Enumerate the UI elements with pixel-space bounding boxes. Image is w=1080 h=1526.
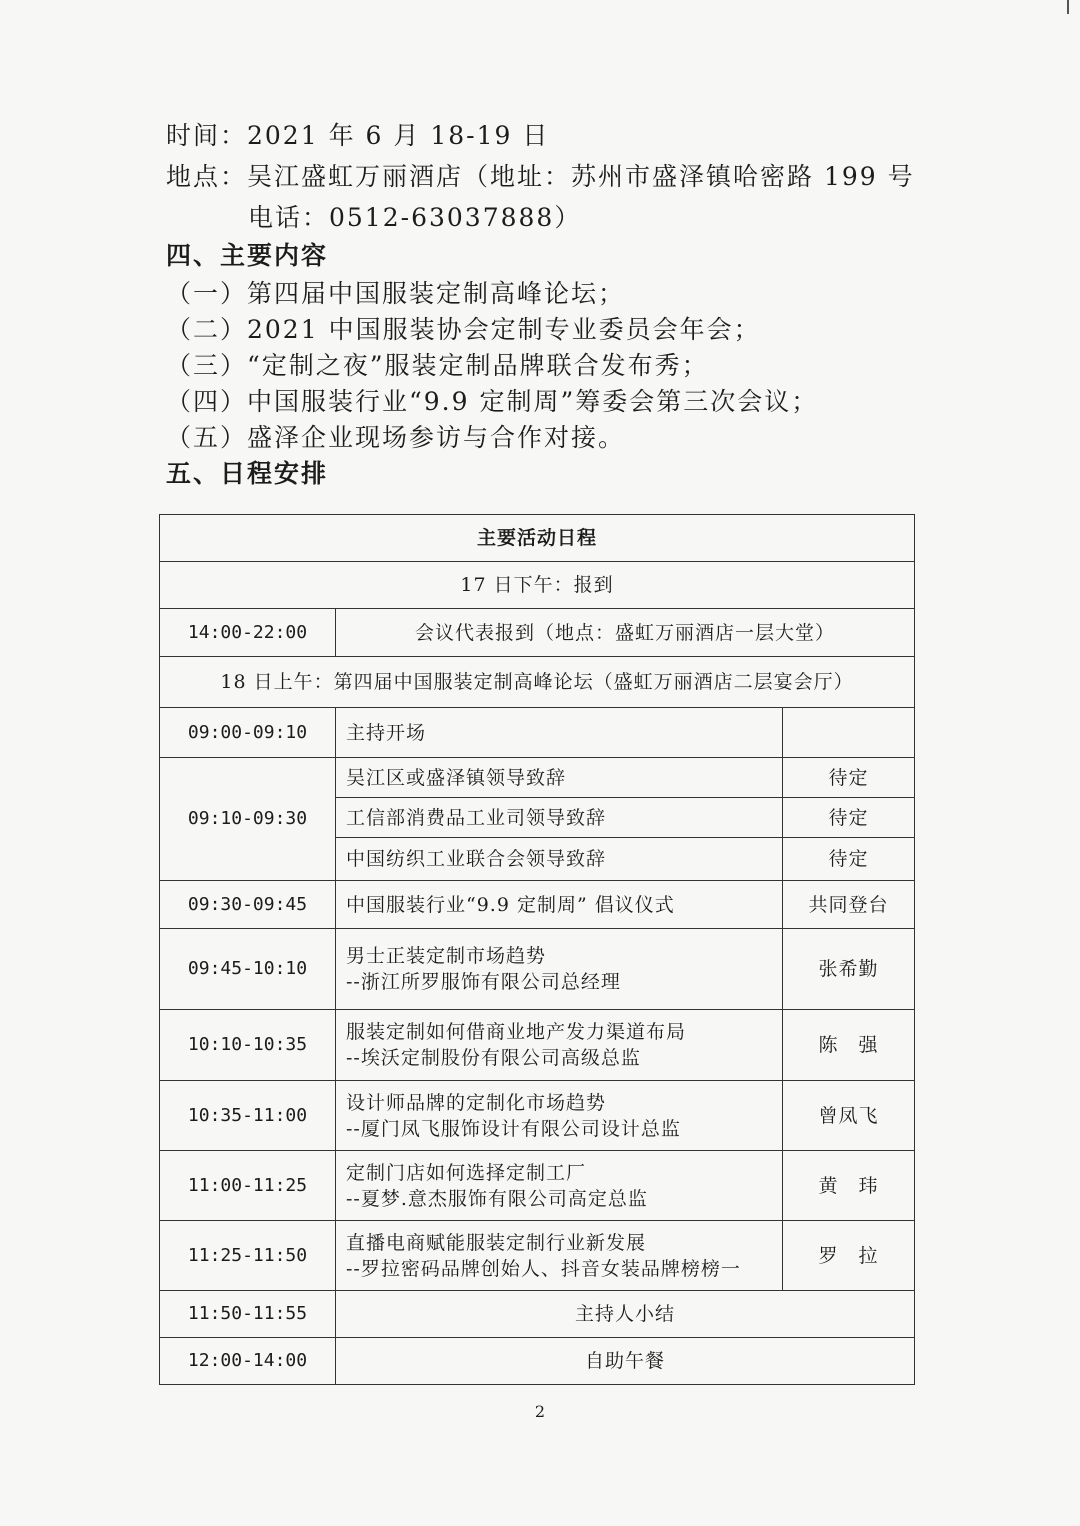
table-title-row (160, 515, 915, 562)
time-cell: 11:50-11:55 (160, 1291, 336, 1338)
speaker-cell: 待定 (783, 798, 915, 838)
content-cell (336, 1221, 783, 1291)
page-number: 2 (534, 1402, 546, 1421)
day17-row (160, 562, 915, 609)
content-cell: 吴江区或盛泽镇领导致辞 (336, 758, 783, 798)
content-cell: 中国纺织工业联合会领导致辞 (336, 838, 783, 881)
table-row (160, 1291, 915, 1338)
talk-org: --埃沃定制股份有限公司高级总监 (346, 1047, 641, 1069)
talk-org: --厦门凤飞服饰设计有限公司设计总监 (346, 1117, 681, 1140)
speaker-cell: 待定 (783, 838, 915, 881)
talk-topic: 服装定制如何借商业地产发力渠道布局 (346, 1021, 687, 1043)
table-row (160, 609, 915, 657)
table-row (160, 1010, 915, 1081)
content-cell: 自助午餐 (336, 1338, 915, 1385)
time-cell: 10:35-11:00 (160, 1081, 336, 1151)
section-5-title: 五、日程安排 (166, 459, 329, 488)
time-line: 时间：2021 年 6 月 18-19 日 (166, 121, 550, 150)
scan-mark (1067, 0, 1069, 14)
day18-header: 18 日上午：第四届中国服装定制高峰论坛（盛虹万丽酒店二层宴会厅） (160, 657, 915, 708)
table-row (160, 1151, 915, 1221)
section-4-title: 四、主要内容 (166, 241, 329, 270)
talk-topic: 男士正装定制市场趋势 (346, 945, 547, 967)
content-item-1: （一）第四届中国服装定制高峰论坛； (166, 279, 626, 308)
content-item-5: （五）盛泽企业现场参访与合作对接。 (166, 423, 626, 452)
speaker-cell: 待定 (783, 758, 915, 798)
schedule-table (159, 514, 915, 1385)
table-row (160, 1081, 915, 1151)
day17-header: 17 日下午：报到 (160, 562, 915, 609)
time-cell: 09:00-09:10 (160, 708, 336, 758)
time-cell: 12:00-14:00 (160, 1338, 336, 1385)
time-cell: 11:25-11:50 (160, 1221, 336, 1291)
content-cell: 会议代表报到（地点：盛虹万丽酒店一层大堂） (336, 609, 915, 657)
table-row (160, 758, 915, 798)
speaker-cell: 罗 拉 (783, 1221, 915, 1291)
speaker-cell: 张希勤 (783, 929, 915, 1010)
talk-topic: 定制门店如何选择定制工厂 (346, 1161, 587, 1184)
table-row (160, 1221, 915, 1291)
content-cell: 主持开场 (336, 708, 783, 758)
speaker-cell: 陈 强 (783, 1010, 915, 1081)
talk-topic: 设计师品牌的定制化市场趋势 (346, 1091, 607, 1114)
day18-row (160, 657, 915, 708)
content-item-2: （二）2021 中国服装协会定制专业委员会年会； (166, 315, 761, 344)
speaker-cell: 共同登台 (783, 881, 915, 929)
time-cell: 10:10-10:35 (160, 1010, 336, 1081)
place-line: 地点：吴江盛虹万丽酒店（地址：苏州市盛泽镇哈密路 199 号 (166, 162, 915, 191)
time-cell: 09:30-09:45 (160, 881, 336, 929)
phone-line: 电话：0512-63037888） (248, 203, 582, 232)
talk-topic: 直播电商赋能服装定制行业新发展 (346, 1231, 647, 1254)
time-cell: 11:00-11:25 (160, 1151, 336, 1221)
content-cell (336, 1081, 783, 1151)
table-row (160, 1338, 915, 1385)
content-item-3: （三）“定制之夜”服装定制品牌联合发布秀； (166, 351, 709, 380)
time-cell: 09:10-09:30 (160, 758, 336, 881)
content-cell (336, 1151, 783, 1221)
time-cell: 09:45-10:10 (160, 929, 336, 1010)
schedule-title: 主要活动日程 (160, 515, 915, 562)
speaker-cell (783, 708, 915, 758)
talk-org: --夏梦.意杰服饰有限公司高定总监 (346, 1187, 648, 1210)
speaker-cell: 曾凤飞 (783, 1081, 915, 1151)
time-cell: 14:00-22:00 (160, 609, 336, 657)
content-cell (336, 929, 783, 1010)
content-cell: 主持人小结 (336, 1291, 915, 1338)
table-row (160, 708, 915, 758)
talk-org: --罗拉密码品牌创始人、抖音女装品牌榜榜一 (346, 1257, 741, 1280)
talk-org: --浙江所罗服饰有限公司总经理 (346, 971, 621, 993)
content-cell: 工信部消费品工业司领导致辞 (336, 798, 783, 838)
content-cell: 中国服装行业“9.9 定制周” 倡议仪式 (336, 881, 783, 929)
content-cell (336, 1010, 783, 1081)
content-item-4: （四）中国服装行业“9.9 定制周”筹委会第三次会议； (166, 387, 819, 416)
speaker-cell: 黄 玮 (783, 1151, 915, 1221)
table-row (160, 881, 915, 929)
table-row (160, 929, 915, 1010)
